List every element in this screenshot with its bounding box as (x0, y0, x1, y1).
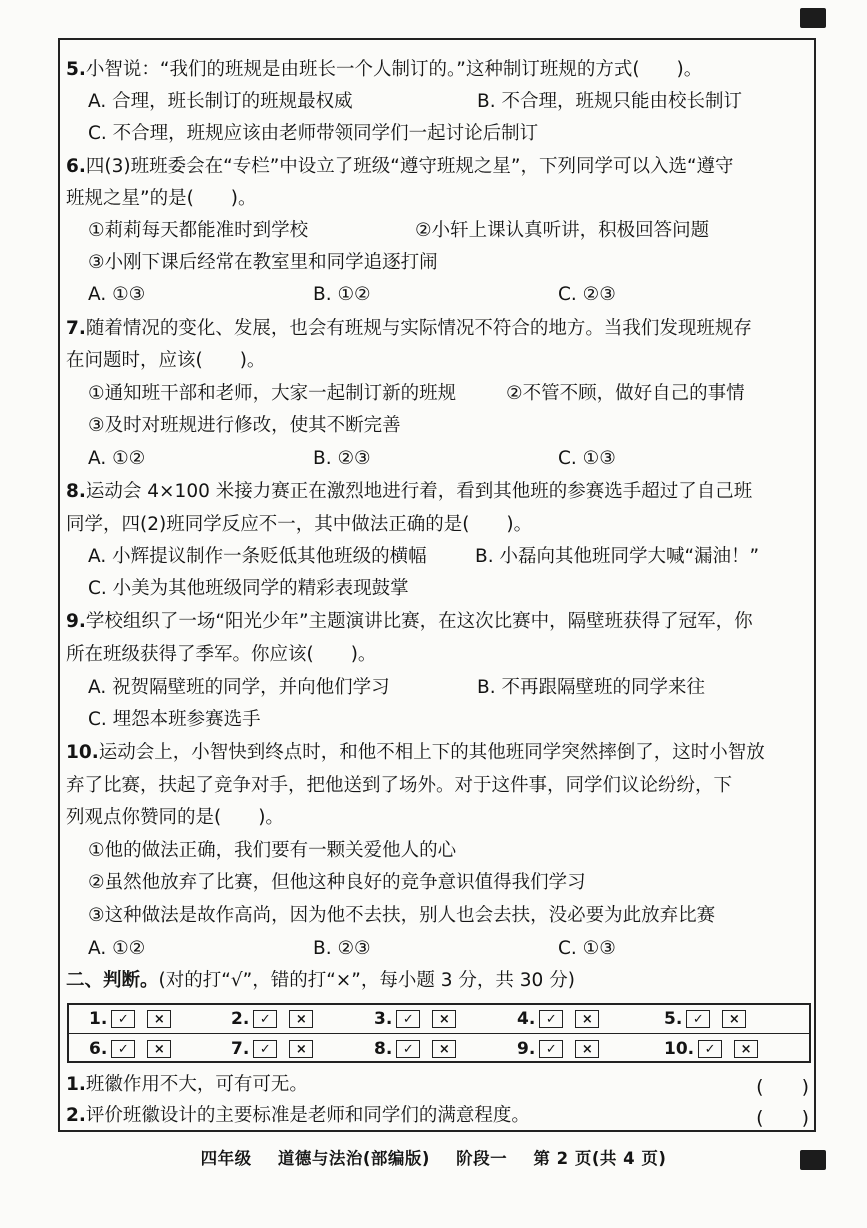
check-box[interactable]: ✓ (698, 1040, 722, 1058)
check-box[interactable]: ✓ (111, 1040, 135, 1058)
check-box[interactable]: ✓ (253, 1040, 277, 1058)
statement-3: ③及时对班规进行修改，使其不断完善 (88, 415, 401, 436)
question-stem: 班徽作用不大，可有可无。 (85, 1074, 308, 1095)
question-stem: 在问题时，应该( )。 (66, 350, 266, 371)
statement-3: ③这种做法是故作高尚，因为他不去扶，别人也会去扶，没必要为此放弃比赛 (88, 905, 716, 926)
answer-cell-1: 1. ✓ × (89, 1007, 183, 1031)
option-b: B. ②③ (313, 448, 371, 469)
option-c: C. 小美为其他班级同学的精彩表现鼓掌 (88, 578, 409, 599)
check-box[interactable]: ✓ (539, 1010, 563, 1028)
footer-stage: 阶段一 (456, 1149, 508, 1168)
question-stem: 班规之星”的是( )。 (66, 188, 257, 209)
question-stem: 列观点你赞同的是( )。 (66, 807, 284, 828)
option-b: B. ①② (313, 284, 371, 305)
footer-subject: 道德与法治(部编版) (277, 1149, 430, 1168)
option-a: A. 小辉提议制作一条贬低其他班级的横幅 (88, 546, 427, 567)
cross-box[interactable]: × (722, 1010, 746, 1028)
question-stem: 运动会上，小智快到终点时，和他不相上下的其他班同学突然摔倒了，这时小智放 (98, 742, 765, 763)
option-c: C. 埋怨本班参赛选手 (88, 709, 261, 730)
question-number: 1. (66, 1074, 86, 1095)
check-box[interactable]: ✓ (396, 1010, 420, 1028)
answer-blank[interactable]: ( ) (756, 1107, 809, 1129)
answer-cell-9: 9. ✓ × (517, 1037, 611, 1061)
question-stem: 小智说：“我们的班规是由班长一个人制订的。”这种制订班规的方式( )。 (85, 59, 703, 80)
question-stem: 运动会 4×100 米接力赛正在激烈地进行着，看到其他班的参赛选手超过了自己班 (85, 481, 753, 502)
question-stem: 弃了比赛，扶起了竞争对手，把他送到了场外。对于这件事，同学们议论纷纷，下 (66, 775, 733, 796)
answer-cell-2: 2. ✓ × (231, 1007, 325, 1031)
table-divider (69, 1033, 809, 1034)
question-stem: 所在班级获得了季军。你应该( )。 (66, 644, 377, 665)
cross-box[interactable]: × (575, 1010, 599, 1028)
statement-2: ②虽然他放弃了比赛，但他这种良好的竞争意识值得我们学习 (88, 872, 586, 893)
question-stem: 学校组织了一场“阳光少年”主题演讲比赛，在这次比赛中，隔壁班获得了冠军，你 (85, 611, 753, 632)
answer-cell-3: 3. ✓ × (374, 1007, 468, 1031)
cross-box[interactable]: × (575, 1040, 599, 1058)
statement-1: ①莉莉每天都能准时到学校 (88, 220, 309, 241)
question-number: 7. (66, 318, 86, 339)
option-c: C. 不合理，班规应该由老师带领同学们一起讨论后制订 (88, 123, 539, 144)
option-c: C. ①③ (558, 448, 616, 469)
question-number: 6. (66, 156, 86, 177)
answer-cell-7: 7. ✓ × (231, 1037, 325, 1061)
question-number: 8. (66, 481, 86, 502)
answer-cell-5: 5. ✓ × (664, 1007, 758, 1031)
option-b: B. 不合理，班规只能由校长制订 (477, 91, 742, 112)
question-stem: 同学，四(2)班同学反应不一，其中做法正确的是( )。 (66, 514, 533, 535)
section-heading (66, 969, 575, 993)
answer-cell-4: 4. ✓ × (517, 1007, 611, 1031)
option-a: A. ①② (88, 938, 146, 959)
question-number: 2. (66, 1105, 86, 1126)
answer-cell-8: 8. ✓ × (374, 1037, 468, 1061)
cross-box[interactable]: × (432, 1010, 456, 1028)
footer-grade: 四年级 (200, 1149, 252, 1168)
question-stem: 评价班徽设计的主要标准是老师和同学们的满意程度。 (85, 1105, 530, 1126)
check-box[interactable]: ✓ (539, 1040, 563, 1058)
option-b: B. 不再跟隔壁班的同学来往 (477, 677, 705, 698)
cross-box[interactable]: × (734, 1040, 758, 1058)
question-stem: 随着情况的变化、发展，也会有班规与实际情况不符合的地方。当我们发现班规存 (85, 318, 752, 339)
check-box[interactable]: ✓ (686, 1010, 710, 1028)
question-number: 5. (66, 59, 86, 80)
page-footer (0, 1145, 867, 1169)
option-c: C. ①③ (558, 938, 616, 959)
section-instructions: (对的打“√”，错的打“×”，每小题 3 分，共 30 分) (158, 970, 575, 991)
corner-registration-mark (800, 8, 826, 28)
question-stem: 四(3)班班委会在“专栏”中设立了班级“遵守班规之星”，下列同学可以入选“遵守 (85, 156, 734, 177)
cross-box[interactable]: × (432, 1040, 456, 1058)
cross-box[interactable]: × (147, 1010, 171, 1028)
statement-3: ③小刚下课后经常在教室里和同学追逐打闹 (88, 252, 438, 273)
check-box[interactable]: ✓ (111, 1010, 135, 1028)
cross-box[interactable]: × (289, 1040, 313, 1058)
cross-box[interactable]: × (147, 1040, 171, 1058)
statement-1: ①他的做法正确，我们要有一颗关爱他人的心 (88, 840, 457, 861)
answer-blank[interactable]: ( ) (756, 1076, 809, 1098)
cross-box[interactable]: × (289, 1010, 313, 1028)
answer-cell-10: 10. ✓ × (664, 1037, 770, 1061)
option-c: C. ②③ (558, 284, 616, 305)
section-title: 二、判断。 (66, 970, 159, 991)
option-b: B. 小磊向其他班同学大喊“漏油！” (475, 546, 760, 567)
statement-2: ②不管不顾，做好自己的事情 (506, 383, 745, 404)
option-a: A. ①③ (88, 284, 146, 305)
option-a: A. ①② (88, 448, 146, 469)
answer-cell-6: 6. ✓ × (89, 1037, 183, 1061)
check-box[interactable]: ✓ (253, 1010, 277, 1028)
option-a: A. 祝贺隔壁班的同学，并向他们学习 (88, 677, 390, 698)
question-number: 10. (66, 742, 99, 763)
option-a: A. 合理，班长制订的班规最权威 (88, 91, 353, 112)
check-box[interactable]: ✓ (396, 1040, 420, 1058)
option-b: B. ②③ (313, 938, 371, 959)
footer-page-number: 第 2 页(共 4 页) (533, 1149, 667, 1168)
answer-table (67, 1003, 811, 1063)
statement-1: ①通知班干部和老师，大家一起制订新的班规 (88, 383, 457, 404)
question-number: 9. (66, 611, 86, 632)
statement-2: ②小轩上课认真听讲，积极回答问题 (415, 220, 710, 241)
